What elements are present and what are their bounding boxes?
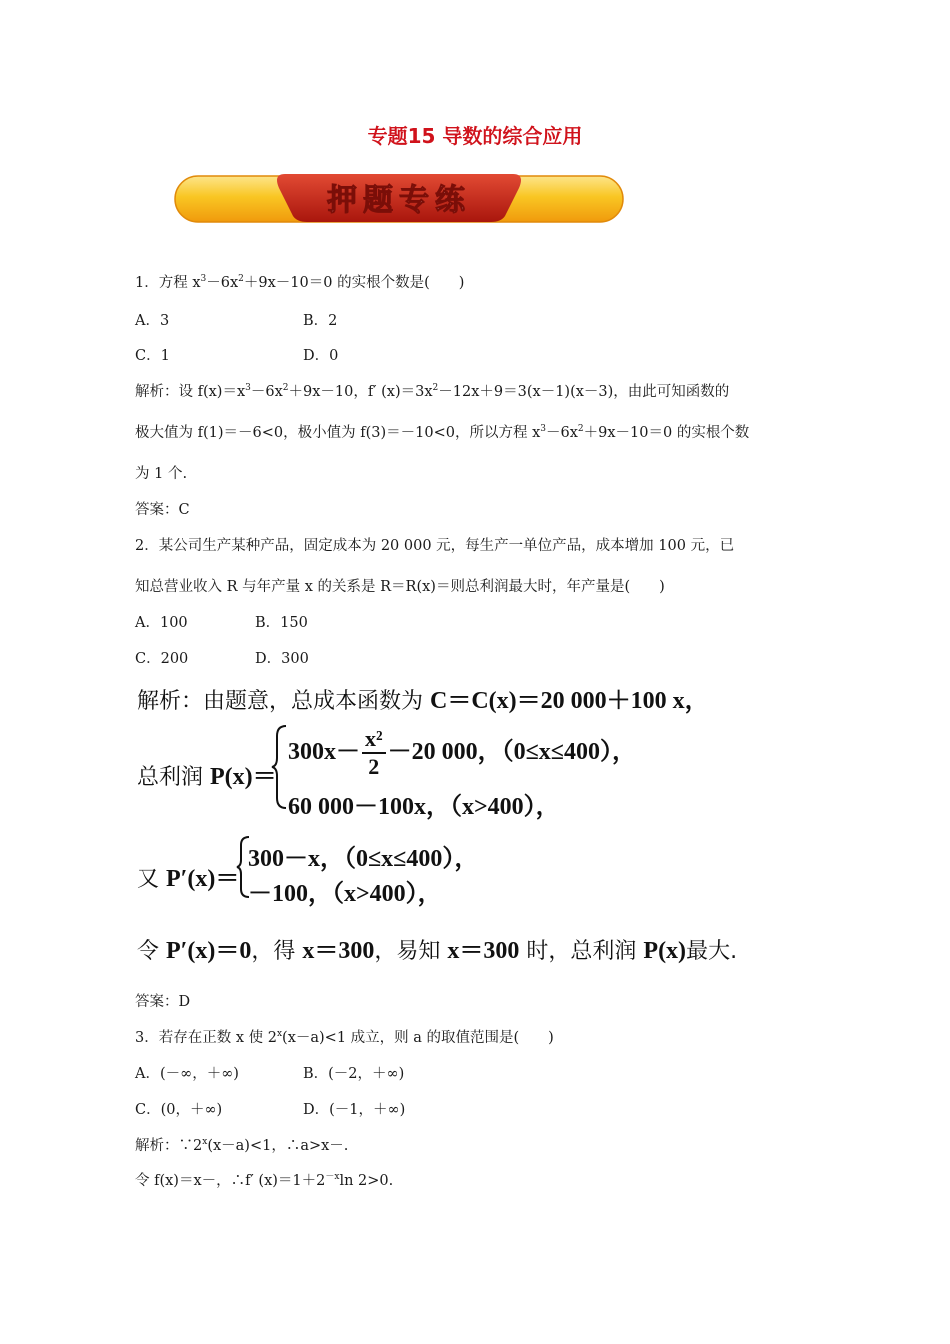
q3-option-d: D．(－1，＋∞): [303, 1102, 406, 1118]
page-title: 专题15 导数的综合应用: [367, 124, 583, 148]
q3-solution-line2: 令 f(x)＝x－，∴f′ $(x)=1+2^{-x}\ln$ 2>0.: [135, 1172, 394, 1189]
q1-option-c: C．1: [135, 348, 170, 364]
q1-solution-line1: 解析：设 $f(x)=x^3-6x^2+9x-10$，f′ $(x)=3x^2-12x+9=3(x-1)(x-3)$，由此可知函数的: [135, 383, 730, 400]
q2-profit-label: 总利润 P(x)＝: [137, 764, 277, 790]
q2-derivative-label: 又 P′(x)＝: [137, 866, 240, 892]
profit-piece2: 60 000－100x，（x>400），: [288, 794, 560, 820]
q2-option-a: A．100: [135, 615, 188, 631]
derivative-piece2: －100，（x>400），: [248, 881, 442, 907]
q2-solution-line1: 解析：由题意，总成本函数为 C＝C(x)＝20 000＋100 x，: [137, 688, 709, 714]
q2-option-d: D．300: [255, 651, 309, 667]
q1-solution-line2: 极大值为 f(1)＝－6<0，极小值为 f(3)＝－10<0，所以方程 $x^3-6x^2+9x-10=0$ 的实根个数: [135, 424, 750, 441]
q1-answer: 答案：C: [135, 502, 190, 518]
q1-option-b: B．2: [303, 313, 338, 329]
left-brace-icon: [271, 724, 289, 810]
derivative-piece1: 300－x，（0≤x≤400），: [248, 846, 479, 872]
q3-solution-line1: 解析：$\because 2^x(x-a)<1$，∴a>x－.: [135, 1137, 349, 1154]
q2-stem-line2: 知总营业收入 R 与年产量 x 的关系是 R＝R(x)＝则总利润最大时，年产量是( ): [135, 579, 665, 595]
q3-option-c: C．(0，＋∞): [135, 1102, 223, 1118]
q2-option-c: C．200: [135, 651, 189, 667]
q1-option-a: A．3: [135, 313, 170, 329]
q2-option-b: B．150: [255, 615, 308, 631]
banner-text: 押题专练: [327, 183, 471, 218]
q3-option-b: B．(－2，＋∞): [303, 1066, 405, 1082]
banner: [173, 168, 625, 226]
q3-stem: 3．若存在正数 x 使 $2^x(x-a)<1$ 成立，则 a 的取值范围是( ): [135, 1029, 554, 1046]
q2-solution-conclusion: 令 P′(x)＝0，得 x＝300，易知 x＝300 时，总利润 P(x)最大.: [137, 938, 738, 964]
q1-solution-line3: 为 1 个.: [135, 466, 188, 482]
profit-piece1: 300x－ $\frac{\text{x²}}{2}$ －20 000，（0≤x≤400），: [288, 726, 636, 779]
q2-stem-line1: 2．某公司生产某种产品，固定成本为 20 000 元，每生产一单位产品，成本增加 100 元，已: [135, 538, 735, 554]
q1-option-d: D．0: [303, 348, 339, 364]
q1-stem: 1．方程 $x^3-6x^2+9x-10=0$ 的实根个数是( ): [135, 274, 465, 291]
q2-answer: 答案：D: [135, 994, 191, 1010]
q3-option-a: A．(－∞，＋∞): [135, 1066, 239, 1082]
